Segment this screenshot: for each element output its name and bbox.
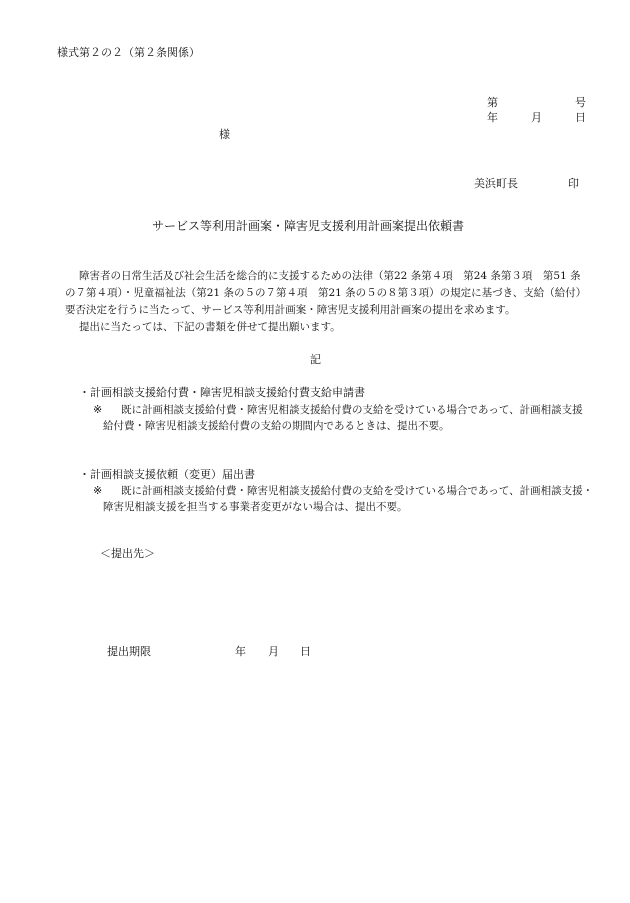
deadline-month: 月	[268, 645, 279, 658]
body-line-1: 障害者の日常生活及び社会生活を総合的に支援するための法律（第22 条第４項 第24 条第３項 第51 条	[79, 270, 581, 282]
body-line-4: 提出に当たっては、下記の書類を併せて提出願います。	[79, 321, 341, 333]
number-prefix: 第	[487, 96, 498, 109]
item-title: ・計画相談支援依頼（変更）届出書	[79, 468, 255, 481]
seal-mark: 印	[568, 177, 579, 190]
note-line: 既に計画相談支援給付費・障害児相談支援給付費の支給を受けている場合であって、計画相談支援・	[121, 485, 594, 497]
deadline-day: 日	[300, 645, 311, 658]
date-day: 日	[575, 111, 586, 124]
addressee-suffix: 様	[219, 128, 230, 141]
note-line: 障害児相談支援を担当する事業者変更がない場合は、提出不要。	[103, 501, 408, 513]
deadline-year: 年	[235, 645, 246, 658]
submission-label: ＜提出先＞	[100, 547, 155, 560]
ki-heading: 記	[310, 353, 321, 366]
note-mark: ※	[93, 403, 103, 416]
form-label: 様式第２の２（第２条関係）	[57, 46, 200, 59]
body-line-2: の７第４項）・児童福祉法（第21 条の５の７第４項 第21 条の５の８第３項）の規定に基づき、支給（給付）	[65, 287, 587, 299]
note-mark: ※	[93, 484, 103, 497]
date-year: 年	[487, 111, 498, 124]
item-title: ・計画相談支援給付費・障害児相談支援給付費支給申請書	[79, 386, 365, 399]
note-line: 給付費・障害児相談支援給付費の支給の期間内であるときは、提出不要。	[103, 420, 450, 432]
body-line-3: 要否決定を行うに当たって、サービス等利用計画案・障害児支援利用計画案の提出を求めます。	[65, 304, 516, 316]
document-title: サービス等利用計画案・障害児支援利用計画案提出依頼書	[152, 219, 465, 233]
date-month: 月	[531, 111, 542, 124]
sender-name: 美浜町長	[474, 177, 518, 190]
number-suffix: 号	[575, 96, 586, 109]
deadline-label: 提出期限	[107, 645, 151, 658]
note-line: 既に計画相談支援給付費・障害児相談支援給付費の支給を受けている場合であって、計画相談支援	[121, 404, 583, 416]
